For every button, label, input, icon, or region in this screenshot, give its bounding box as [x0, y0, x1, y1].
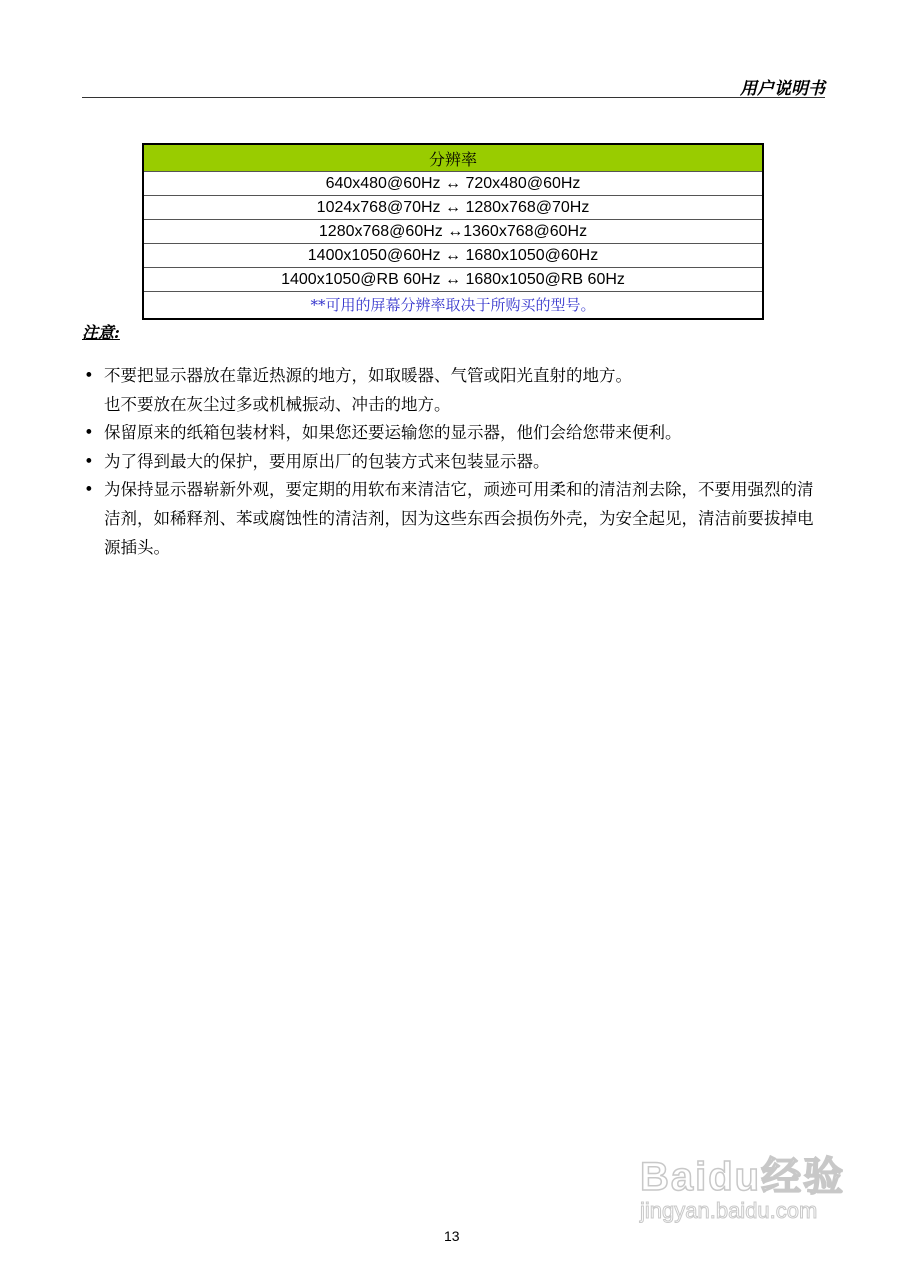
header-rule [82, 97, 825, 98]
list-item [82, 419, 827, 448]
table-cell: 1400x1050@RB 60Hz ↔ 1680x1050@RB 60Hz [143, 268, 763, 292]
list-item [82, 362, 827, 419]
list-item [82, 476, 827, 562]
table-row [143, 268, 763, 292]
table-cell: 640x480@60Hz ↔ 720x480@60Hz [143, 172, 763, 196]
document-header-title: 用户说明书 [740, 79, 825, 98]
table-row [143, 172, 763, 196]
notice-label: 注意: [82, 323, 120, 342]
table-row [143, 244, 763, 268]
watermark-url: jingyan.baidu.com [640, 1198, 818, 1223]
bullet-icon: • [84, 423, 94, 443]
list-item-text: 为保持显示器崭新外观，要定期的用软布来清洁它，顽迹可用柔和的清洁剂去除，不要用强烈的清洁剂，如稀释剂、苯或腐蚀性的清洁剂，因为这些东西会损伤外壳，为安全起见，清洁前要拔掉电源插头。 [104, 480, 814, 557]
table-heading: 分辨率 [143, 144, 763, 172]
list-item-continuation: 也不要放在灰尘过多或机械振动、冲击的地方。 [104, 394, 451, 414]
resolution-table [142, 143, 764, 320]
table-cell: 1280x768@60Hz ↔1360x768@60Hz [143, 220, 763, 244]
table-cell: 1024x768@70Hz ↔ 1280x768@70Hz [143, 196, 763, 220]
bullet-icon: • [84, 480, 94, 500]
baidu-watermark [640, 1145, 845, 1224]
bullet-icon: • [84, 366, 94, 385]
table-cell: 1400x1050@60Hz ↔ 1680x1050@60Hz [143, 244, 763, 268]
bullet-icon: • [84, 451, 94, 471]
list-item [82, 448, 827, 477]
table-row [143, 196, 763, 220]
list-item-text: 不要把显示器放在靠近热源的地方，如取暖器、气管或阳光直射的地方。 [104, 366, 632, 385]
table-row [143, 220, 763, 244]
watermark-brand: Baidu经验 [640, 1155, 846, 1199]
list-item-text: 为了得到最大的保护，要用原出厂的包装方式来包装显示器。 [104, 451, 550, 471]
table-row [143, 292, 763, 320]
table-note: **可用的屏幕分辨率取决于所购买的型号。 [143, 292, 763, 320]
page-number: 13 [444, 1228, 460, 1244]
notice-list [82, 362, 827, 562]
list-item-text: 保留原来的纸箱包装材料，如果您还要运输您的显示器，他们会给您带来便利。 [104, 423, 682, 443]
